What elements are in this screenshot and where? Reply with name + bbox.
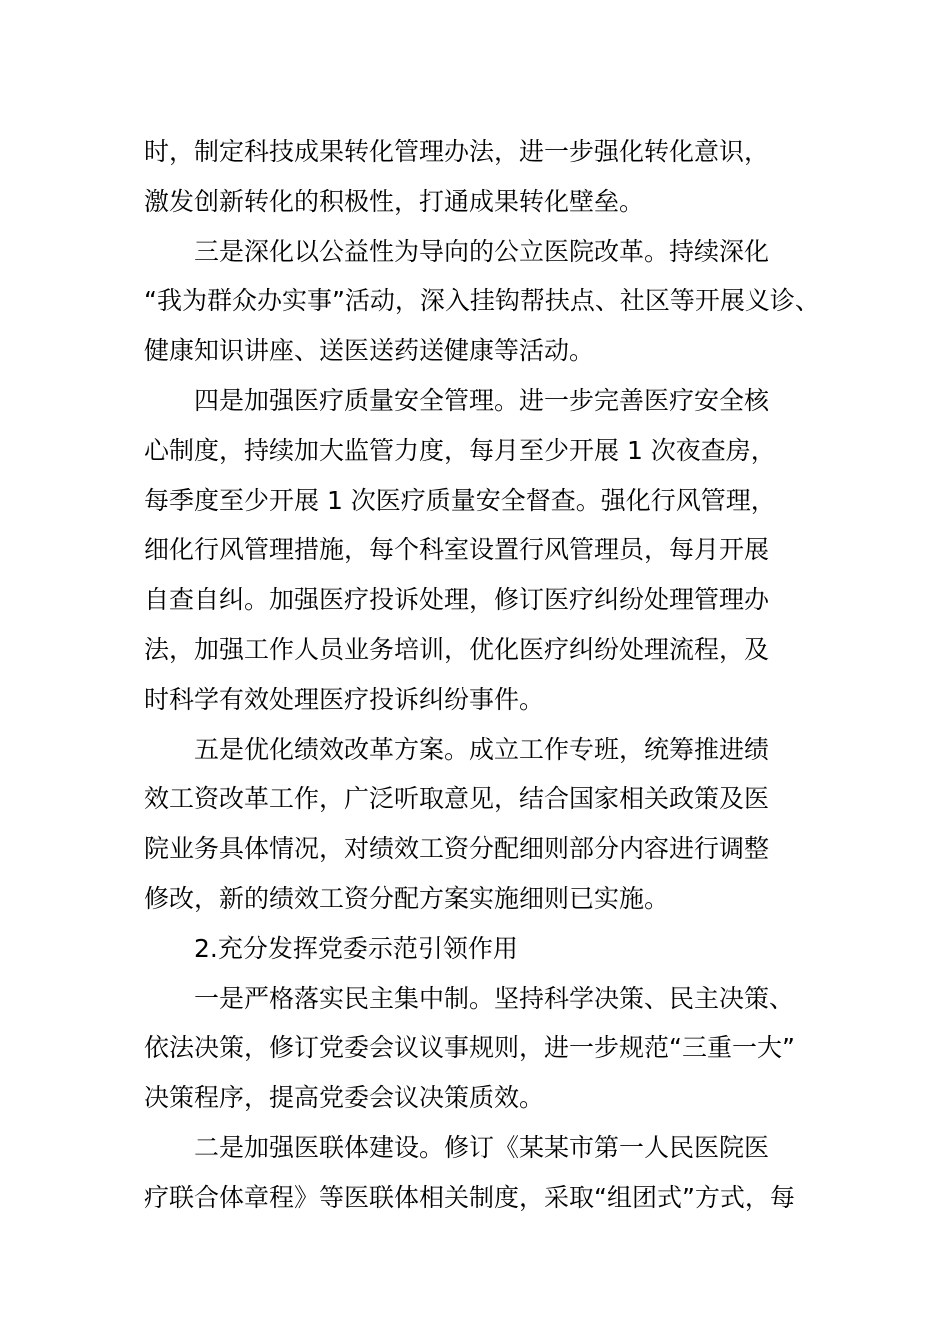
text-line: 健康知识讲座、送医送药送健康等活动。 (144, 336, 595, 366)
text-line: 自查自纠。加强医疗投诉处理，修订医疗纠纷处理管理办 (144, 585, 770, 615)
document-body (144, 127, 824, 1223)
paragraph-start-line: 四是加强医疗质量安全管理。进一步完善医疗安全核 (194, 385, 770, 415)
paragraph-start-line: 二是加强医联体建设。修订《某某市第一人民医院医 (194, 1132, 770, 1162)
text-line: 时科学有效处理医疗投诉纠纷事件。 (144, 684, 545, 714)
text-line: 依法决策，修订党委会议议事规则，进一步规范“三重一大” (144, 1033, 795, 1063)
text-line: 每季度至少开展 1 次医疗质量安全督查。强化行风管理， (144, 485, 776, 515)
paragraph-start-line: 一是严格落实民主集中制。坚持科学决策、民主决策、 (194, 983, 795, 1013)
text-line: 激发创新转化的积极性，打通成果转化壁垒。 (144, 186, 645, 216)
text-line: 院业务具体情况，对绩效工资分配细则部分内容进行调整 (144, 834, 770, 864)
paragraph-start-line: 三是深化以公益性为导向的公立医院改革。持续深化 (194, 236, 770, 266)
text-line: 效工资改革工作，广泛听取意见，结合国家相关政策及医 (144, 784, 770, 814)
section-heading: 2.充分发挥党委示范引领作用 (194, 933, 518, 963)
text-line: 时，制定科技成果转化管理办法，进一步强化转化意识， (144, 137, 770, 166)
text-line: 细化行风管理措施，每个科室设置行风管理员，每月开展 (144, 535, 770, 565)
paragraph-start-line: 五是优化绩效改革方案。成立工作专班，统筹推进绩 (194, 734, 770, 764)
text-line: 疗联合体章程》等医联体相关制度，采取“组团式”方式，每 (144, 1182, 795, 1212)
text-line: “我为群众办实事”活动，深入挂钩帮扶点、社区等开展义诊、 (144, 286, 820, 316)
text-line: 决策程序，提高党委会议决策质效。 (144, 1083, 545, 1113)
text-line: 法，加强工作人员业务培训，优化医疗纠纷处理流程，及 (144, 634, 770, 664)
text-line: 心制度，持续加大监管力度，每月至少开展 1 次夜查房， (144, 435, 776, 465)
text-line: 修改，新的绩效工资分配方案实施细则已实施。 (144, 883, 670, 913)
